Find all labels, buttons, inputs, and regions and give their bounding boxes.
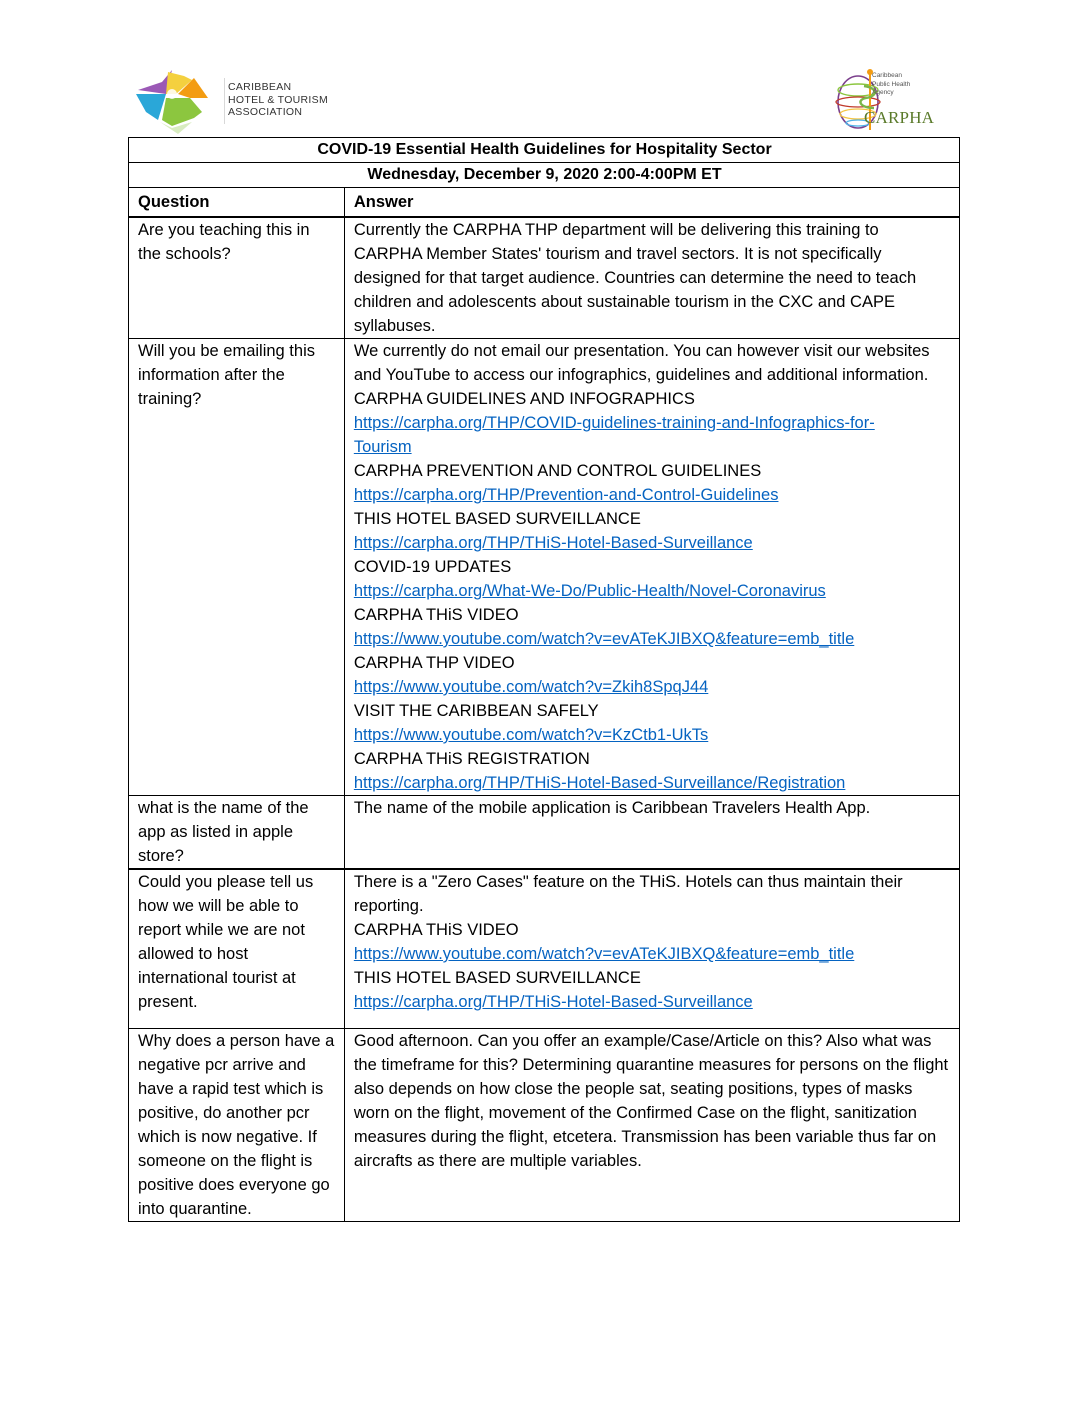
resource-link[interactable]: https://carpha.org/What-We-Do/Public-Health/Novel-Coronavirus	[353, 582, 826, 600]
resource-label: COVID-19 UPDATES	[353, 558, 512, 576]
resource-label: CARPHA THiS VIDEO	[353, 921, 519, 939]
resource-link[interactable]: https://www.youtube.com/watch?v=KzCtb1-UkTs	[353, 726, 709, 744]
resource-link-continuation[interactable]: Tourism	[353, 438, 412, 456]
resource-link[interactable]: https://carpha.org/THP/THiS-Hotel-Based-Surveillance	[353, 534, 753, 552]
table-row	[129, 869, 960, 1029]
column-header-question: Question	[129, 188, 345, 218]
question-cell: Could you please tell us how we will be able to report while we are not allowed to host international tourist at present.	[129, 869, 345, 1029]
chta-logo-text: CARIBBEAN HOTEL & TOURISM ASSOCIATION	[228, 81, 328, 118]
question-cell: Will you be emailing this information after the training?	[129, 339, 345, 796]
resource-link[interactable]: https://www.youtube.com/watch?v=Zkih8SpqJ44	[353, 678, 709, 696]
carpha-logo-acronym: CARPHA	[864, 108, 935, 127]
carpha-logo	[834, 68, 964, 134]
resource-link[interactable]: https://www.youtube.com/watch?v=evATeKJIBXQ&feature=emb_title	[353, 630, 855, 648]
carpha-logo-subtitle: Caribbean Public Health Agency	[872, 72, 911, 96]
resource-label: THIS HOTEL BASED SURVEILLANCE	[353, 510, 641, 528]
table-row	[129, 1029, 960, 1222]
resource-label: CARPHA PREVENTION AND CONTROL GUIDELINES	[353, 462, 762, 480]
qa-table	[128, 137, 960, 1222]
question-cell: Are you teaching this in the schools?	[129, 217, 345, 339]
resource-link[interactable]: https://carpha.org/THP/COVID-guidelines-training-and-Infographics-for-	[353, 414, 875, 432]
resource-link[interactable]: https://www.youtube.com/watch?v=evATeKJIBXQ&feature=emb_title	[353, 945, 855, 963]
resource-label: CARPHA GUIDELINES AND INFOGRAPHICS	[353, 390, 695, 408]
resource-label: CARPHA THP VIDEO	[353, 654, 515, 672]
chta-logo	[132, 68, 332, 134]
document-date: Wednesday, December 9, 2020 2:00-4:00PM ET	[129, 163, 960, 188]
resource-link[interactable]: https://carpha.org/THP/Prevention-and-Control-Guidelines	[353, 486, 779, 504]
answer-cell: The name of the mobile application is Caribbean Travelers Health App.	[344, 796, 959, 870]
question-cell: Why does a person have a negative pcr arrive and have a rapid test which is positive, do another pcr which is now negative. If someone on the flight is positive does everyone go into quarantine.	[129, 1029, 345, 1222]
logo-divider	[224, 78, 225, 124]
resource-label: CARPHA THiS REGISTRATION	[353, 750, 590, 768]
answer-cell: Currently the CARPHA THP department will be delivering this training to CARPHA Member States' tourism and travel sectors. It is not specifically designed for that target audience. Countries can determine the need to teach children and adolescents about sustainable tourism in the CXC and CAPE syllabuses.	[344, 217, 959, 339]
resource-label: VISIT THE CARIBBEAN SAFELY	[353, 702, 599, 720]
table-row	[129, 339, 960, 796]
document-title: COVID-19 Essential Health Guidelines for Hospitality Sector	[129, 138, 960, 163]
column-header-row	[129, 188, 960, 218]
subtitle-row	[129, 163, 960, 188]
table-row	[129, 796, 960, 870]
table-row	[129, 217, 960, 339]
resource-label: CARPHA THiS VIDEO	[353, 606, 519, 624]
question-cell: what is the name of the app as listed in apple store?	[129, 796, 345, 870]
answer-cell: Good afternoon. Can you offer an example/Case/Article on this? Also what was the timeframe for this? Determining quarantine measures for persons on the flight also depends on how close the people sat, seating positions, types of masks worn on the flight, movement of the Confirmed Case on the flight, sanitization measures during the flight, etcetera. Transmission has been variable thus far on aircrafts as there are multiple variables.	[344, 1029, 959, 1222]
resource-link[interactable]: https://carpha.org/THP/THiS-Hotel-Based-Surveillance	[353, 993, 753, 1011]
chta-star-icon	[132, 68, 214, 134]
resource-link[interactable]: https://carpha.org/THP/THiS-Hotel-Based-Surveillance/Registration	[353, 774, 846, 792]
answer-cell: There is a "Zero Cases" feature on the THiS. Hotels can thus maintain their reporting. CARPHA THiS VIDEO https://www.youtube.com/watch?v=evATeKJIBXQ&feature=emb_title THIS HOTEL BASED SURVEILLANCE https://carpha.org/THP/THiS-Hotel-Based-Surveillance	[344, 869, 959, 1029]
resource-label: THIS HOTEL BASED SURVEILLANCE	[353, 969, 641, 987]
answer-cell: We currently do not email our presentation. You can however visit our websites and YouTube to access our infographics, guidelines and additional information. CARPHA GUIDELINES AND INFOGRAPHICS https://carpha.org/THP/COVID-guidelines-training-and-Infographics-for- Tourism CARPHA PREVENTION AND CONTROL GUIDELINES https://carpha.org/THP/Prevention-and-Control-Guidelines THIS HOTEL BASED SURVEILLANCE https://carpha.org/THP/THiS-Hotel-Based-Surveillance COVID-19 UPDATES https://carpha.org/What-We-Do/Public-Health/Novel-Coronavirus CARPHA THiS VIDEO https://www.youtube.com/watch?v=evATeKJIBXQ&feature=emb_title CARPHA THP VIDEO https://www.youtube.com/watch?v=Zkih8SpqJ44 VISIT THE CARIBBEAN SAFELY https://www.youtube.com/watch?v=KzCtb1-UkTs CARPHA THiS REGISTRATION https://carpha.org/THP/THiS-Hotel-Based-Surveillance/Registration	[344, 339, 959, 796]
title-row	[129, 138, 960, 163]
column-header-answer: Answer	[344, 188, 959, 218]
